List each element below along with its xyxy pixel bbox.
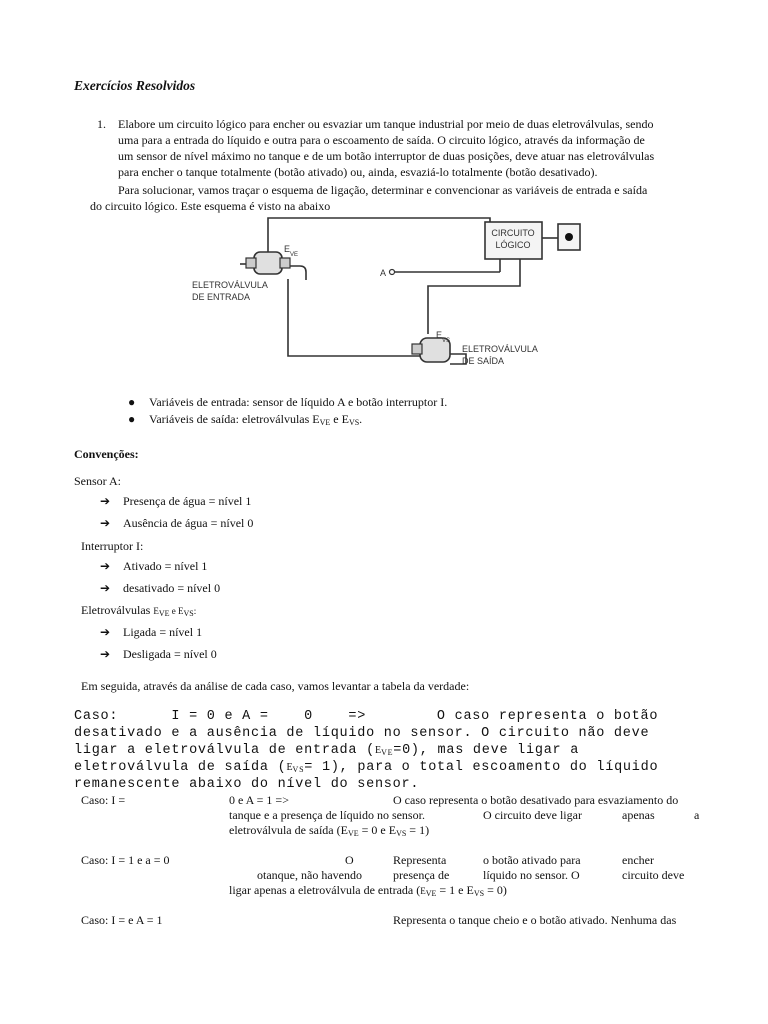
bullet-dot-icon: ● — [128, 412, 136, 426]
case-1-line-3: ligar a eletroválvula de entrada $(E_{VE}=0)$, mas deve ligar a — [74, 743, 580, 758]
bullet-output-vars: Variáveis de saída: eletroválvulas $E_{VE}$ e $E_{VS}$. — [149, 412, 363, 427]
eve-label-e: E — [284, 244, 291, 254]
circuit-diagram — [180, 214, 590, 379]
inlet-valve-label-1: ELETROVÁLVULA — [192, 280, 268, 290]
arrow-right-icon: ➔ — [100, 581, 111, 595]
case-3-w2: o botão ativado para — [483, 853, 581, 867]
case-3-l3: ligar apenas a eletroválvula de entrada ($E_{VE} = 1$ e $E_{VS} = 0$) — [229, 883, 507, 898]
solution-line-1: Para solucionar, vamos traçar o esquema de ligação, determinar e convencionar as variáveis de entrada e saída — [118, 183, 648, 197]
question-line-1: Elabore um circuito lógico para encher ou esvaziar um tanque industrial por meio de duas eletroválvulas, sendo — [118, 117, 654, 131]
case-3-o: O — [345, 853, 354, 867]
valves-label: Eletroválvulas $E_{VE}$ e $E_{VS}$: — [81, 603, 197, 618]
case-4-text: Representa o tanque cheio e o botão ativado. Nenhuma das — [393, 913, 677, 927]
evs-label-e: E — [436, 330, 443, 340]
inlet-valve — [254, 252, 282, 274]
question-number: 1. — [97, 117, 106, 131]
outlet-valve-label-1: ELETROVÁLVULA — [462, 344, 538, 354]
case-1-line-5: remanescente abaixo do nível do sensor. — [74, 777, 420, 792]
switch-item-2: desativado = nível 0 — [123, 581, 221, 595]
case-2-text-2a: tanque e a presença de líquido no sensor. — [229, 808, 425, 822]
conventions-heading: Convenções: — [74, 447, 139, 461]
sensor-a — [390, 270, 395, 275]
circuit-label-2: LÓGICO — [495, 240, 531, 250]
circuit-label-1: CIRCUITO — [491, 228, 535, 238]
switch-label: Interruptor I: — [81, 539, 144, 553]
switch-dot-icon — [565, 233, 573, 241]
switch-item-1: Ativado = nível 1 — [123, 559, 208, 573]
arrow-right-icon: ➔ — [100, 516, 111, 530]
case-2-label: Caso: I = — [81, 793, 126, 807]
bullet-input-vars: Variáveis de entrada: sensor de líquido A e botão interruptor I. — [149, 395, 448, 409]
case-3-label: Caso: I = 1 e a = 0 — [81, 853, 170, 867]
outlet-valve-label-2: DE SAÍDA — [462, 356, 505, 366]
case-3-l2d: circuito deve — [622, 868, 685, 882]
question-line-4: para encher o tanque totalmente (botão ativado) ou, ainda, esvaziá-lo totalmente (botão desativado). — [118, 165, 598, 179]
case-3-w3: encher — [622, 853, 654, 867]
sensor-item-1: Presença de água = nível 1 — [123, 494, 252, 508]
sensor-a-label: Sensor A: — [74, 474, 122, 488]
case-2-text-2b: O circuito deve ligar — [483, 808, 582, 822]
case-3-l2c: líquido no sensor. O — [483, 868, 580, 882]
valves-item-1: Ligada = nível 1 — [123, 625, 203, 639]
sensor-label: A — [380, 268, 387, 278]
page-title: Exercícios Resolvidos — [74, 78, 196, 93]
case-2-text-2c: apenas — [622, 808, 655, 822]
question-line-2: uma para a entrada do líquido e outra para o escoamento de saída. O circuito lógico, através da informação de — [118, 133, 645, 147]
bullet-dot-icon: ● — [128, 395, 136, 409]
arrow-right-icon: ➔ — [100, 559, 111, 573]
case-1-line-4: eletroválvula de saída $(E_{VS}= 1)$, para o total escoamento do líquido — [74, 760, 659, 775]
valves-item-2: Desligada = nível 0 — [123, 647, 217, 661]
arrow-right-icon: ➔ — [100, 647, 111, 661]
case-4-label: Caso: I = e A = 1 — [81, 913, 163, 927]
case-2-text-2d: a — [694, 808, 700, 822]
case-1-line-1: Caso: I = 0 e A = 0 => O caso representa o botão — [74, 709, 659, 724]
arrow-right-icon: ➔ — [100, 625, 111, 639]
eve-label-sub: VE — [290, 252, 299, 258]
truth-table-intro: Em seguida, através da análise de cada caso, vamos levantar a tabela da verdade: — [81, 679, 470, 693]
case-3-l2b: presença de — [393, 868, 450, 882]
case-1-line-2: desativado e a ausência de líquido no sensor. O circuito não deve — [74, 726, 650, 741]
case-3-l2a: otanque, não havendo — [257, 868, 362, 882]
case-3-w1: Representa — [393, 853, 447, 867]
inlet-valve-label-2: DE ENTRADA — [192, 292, 251, 302]
question-line-3: um sensor de nível máximo no tanque e de um botão interruptor de duas posições, deve atuar nas eletroválvulas — [118, 149, 655, 163]
evs-label-sub: VS — [442, 338, 451, 344]
arrow-right-icon: ➔ — [100, 494, 111, 508]
case-2-text-1: O caso representa o botão desativado para esvaziamento do — [393, 793, 679, 807]
solution-line-2: do circuito lógico. Este esquema é visto na abaixo — [90, 199, 331, 213]
case-2-condition: 0 e A = 1 => — [229, 793, 289, 807]
sensor-item-2: Ausência de água = nível 0 — [123, 516, 254, 530]
case-2-text-3: eletroválvula de saída ($E_{VE} = 0$ e $E_{VS} = 1$) — [229, 823, 430, 838]
